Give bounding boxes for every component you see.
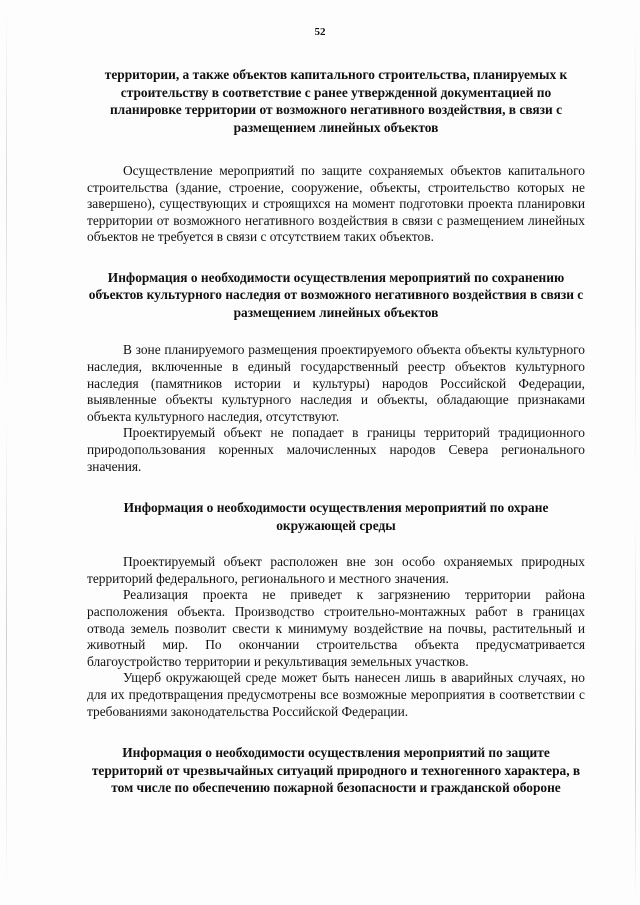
paragraph-traditional-nature-use: Проектируемый объект не попадает в границы территорий традиционного природопользования коренных малочисленных народов Севера регионального значения. [87, 425, 585, 474]
paragraph-protected-areas: Проектируемый объект расположен вне зон особо охраняемых природных территорий федерального, регионального и местного значения. [87, 554, 585, 586]
section-heading-emergency-protection: Информация о необходимости осуществления мероприятий по защите территорий от чрезвычайных ситуаций природного и техногенного характера, в том числе по обеспечению пожарной безопасности и гражданской обороне [91, 745, 581, 796]
scan-edge-right [635, 0, 636, 905]
document-body [87, 66, 585, 797]
paragraph-protection-objects: Осуществление мероприятий по защите сохраняемых объектов капитального строительства (здание, строение, сооружение, объекты, строительство которых не завершено), существующих и строящихся на момент подготовки проекта планировки территории от возможного негативного воздействия в связи с размещением линейных объектов не требуется в связи с отсутствием таких объектов. [87, 163, 585, 245]
scan-edge-left [6, 0, 7, 905]
paragraph-project-implementation: Реализация проекта не приведет к загрязнению территории района расположения объекта. Производство строительно-монтажных работ в границах отвода земель позволит свести к минимуму воздействие на почвы, растительный и животный мир. По окончании строительства объекта предусматривается благоустройство территории и рекультивация земельных участков. [87, 587, 585, 669]
paragraph-environmental-damage: Ущерб окружающей среде может быть нанесен лишь в аварийных случаях, но для их предотвращения предусмотрены все возможные мероприятия в соответствии с требованиями законодательства Российской Федерации. [87, 670, 585, 719]
section-heading-cultural-heritage: Информация о необходимости осуществления мероприятий по сохранению объектов культурного наследия от возможного негативного воздействия в связи с размещением линейных объектов [88, 269, 584, 320]
paragraph-cultural-heritage-zone: В зоне планируемого размещения проектируемого объекта объекты культурного наследия, включенные в единый государственный реестр объектов культурного наследия (памятников истории и культуры) народов Российской Федерации, выявленные объекты культурного наследия и объекты, обладающие признаками объекта культурного наследия, отсутствуют. [87, 342, 585, 424]
section-heading-environment: Информация о необходимости осуществления мероприятий по охране окружающей среды [123, 500, 549, 533]
page-number: 52 [314, 26, 326, 38]
section-heading-protection-objects: территории, а также объектов капитального строительства, планируемых к строительству в соответствие с ранее утвержденной документацией по планировке территории от возможного негативного воздействия, в связи с размещением линейных объектов [104, 67, 568, 135]
